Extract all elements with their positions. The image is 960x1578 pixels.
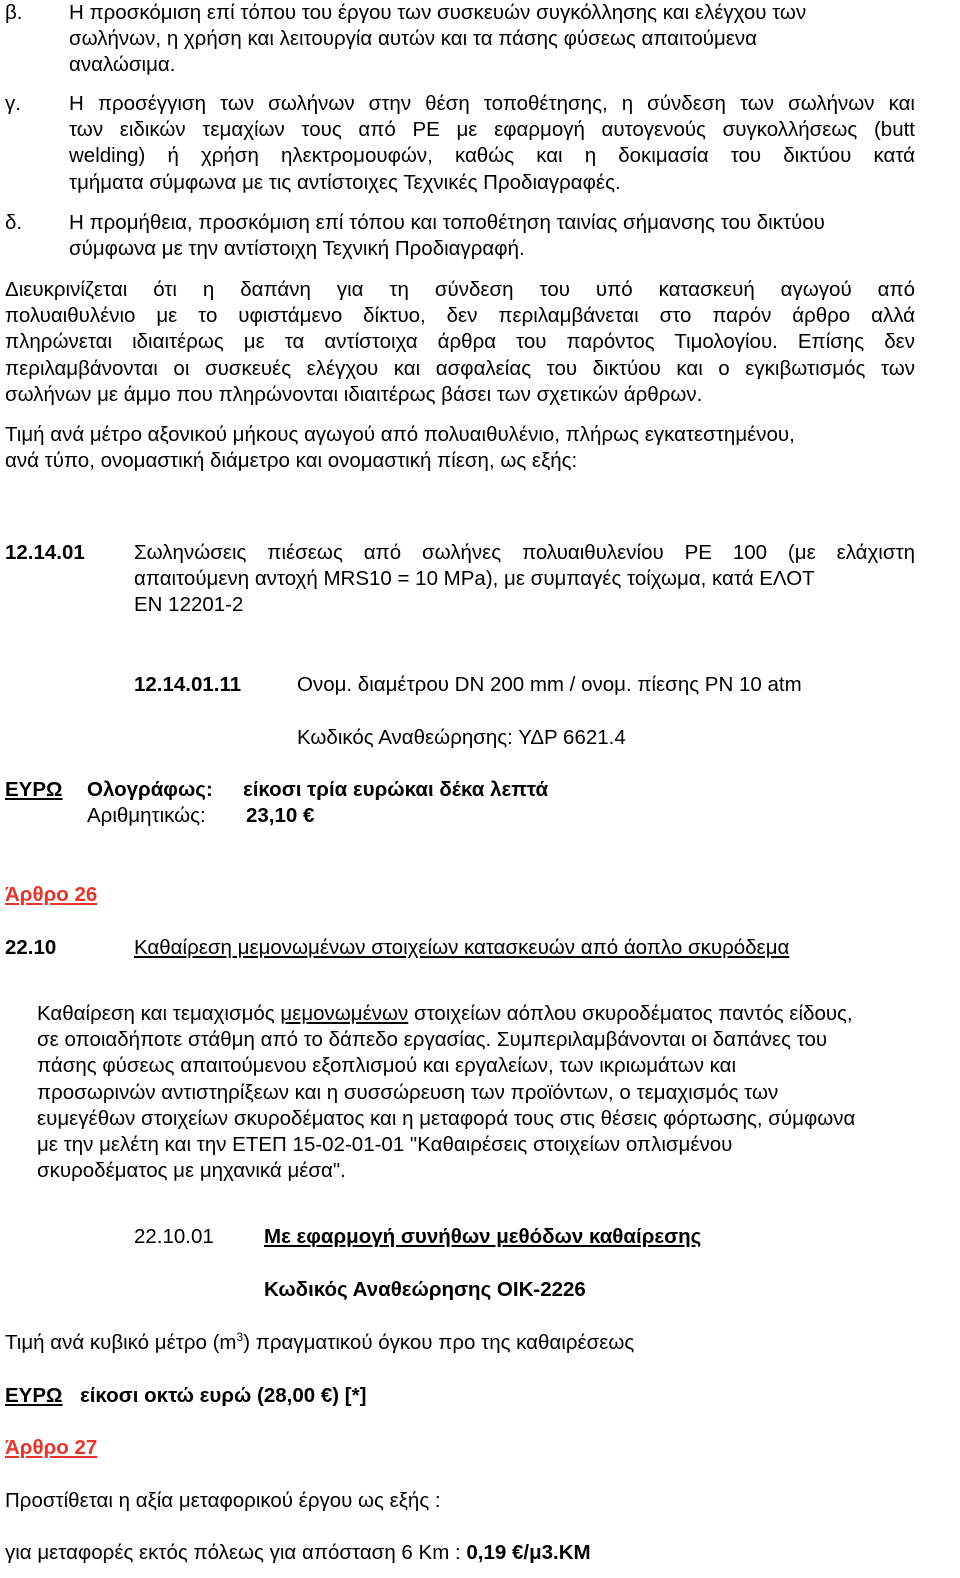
- price-numeric-value: 23,10 €: [246, 804, 315, 827]
- item-description: [134, 540, 915, 619]
- article-26-heading: Καθαίρεση μεμονωμένων στοιχείων κατασκευών από άοπλο σκυρόδεμα: [134, 936, 790, 959]
- article-26-line: σκυροδέματος με μηχανικά μέσα".: [37, 1159, 346, 1183]
- item-description-line: Σωληνώσεις πιέσεως από σωλήνες πολυαιθυλενίου PE 100 (με ελάχιστη: [134, 541, 915, 564]
- list-item-c-line: τμήματα σύμφωνα με τις αντίστοιχες Τεχνικές Προδιαγραφές.: [69, 170, 621, 194]
- article-26-currency-label: ΕΥΡΩ: [5, 1384, 63, 1407]
- price-intro-line: ανά τύπο, ονομαστική διάμετρο και ονομαστική πίεση, ως εξής:: [5, 449, 578, 473]
- article-26-subitem-code: 22.10.01: [134, 1225, 214, 1248]
- currency-label: ΕΥΡΩ: [5, 778, 63, 801]
- list-item-b-line: αναλώσιμα.: [69, 53, 176, 77]
- article-26-title: Άρθρο 26: [5, 883, 98, 906]
- list-item-c-line: Η προσέγγιση των σωλήνων στην θέση τοποθέτησης, η σύνδεση των σωλήνων και: [69, 92, 915, 115]
- clarification-line: Διευκρινίζεται ότι η δαπάνη για τη σύνδεση του υπό κατασκευή αγωγού από: [5, 278, 915, 301]
- price-numeric-label: Αριθμητικώς:: [87, 804, 206, 827]
- list-item-b-line: σωλήνων, η χρήση και λειτουργία αυτών και τα πάσης φύσεως απαιτούμενα: [69, 27, 758, 51]
- article-26-line: σε οποιαδήποτε στάθμη από το δάπεδο εργασίας. Συμπεριλαμβάνονται οι δαπάνες του: [37, 1028, 828, 1052]
- clarification-line: σωλήνων με άμμο που πληρώνονται ιδιαιτέρως βάσει των σχετικών άρθρων.: [5, 382, 703, 406]
- article-27-transport-line: για μεταφορές εκτός πόλεως για απόσταση 6 Km : 0,19 €/μ3.ΚΜ: [5, 1541, 591, 1564]
- clarification-line: πολυαιθυλένιο με το υφιστάμενο δίκτυο, δεν περιλαμβάνεται στο παρόν άρθρο αλλά: [5, 304, 915, 328]
- article-26-paragraph: [37, 1001, 952, 1184]
- article-26-subitem-title: Με εφαρμογή συνήθων μεθόδων καθαίρεσης: [264, 1225, 702, 1248]
- article-26-line: με την μελέτη και την ΕΤΕΠ 15-02-01-01 "Καθαιρέσεις στοιχείων οπλισμένου: [37, 1133, 733, 1157]
- article-27-title: Άρθρο 27: [5, 1436, 98, 1459]
- article-26-revision-code: Κωδικός Αναθεώρησης ΟΙΚ-2226: [264, 1278, 586, 1301]
- list-item-b-line: Η προσκόμιση επί τόπου του έργου των συσκευών συγκόλλησης και ελέγχου των: [69, 1, 807, 24]
- article-26-price-value: είκοσι οκτώ ευρώ (28,00 €) [*]: [80, 1384, 367, 1407]
- clarification-line: περιλαμβάνονται οι συσκευές ελέγχου και ασφαλείας του δικτύου και ο εγκιβωτισμός των: [5, 356, 915, 380]
- list-marker-c: γ.: [5, 92, 21, 115]
- price-intro-paragraph: [5, 422, 917, 474]
- price-words-label: Ολογράφως:: [87, 778, 213, 801]
- transport-rate: 0,19 €/μ3.ΚΜ: [466, 1541, 591, 1564]
- article-26-line-1: Καθαίρεση και τεμαχισμός μεμονωμένων στοιχείων αόπλου σκυροδέματος παντός είδους,: [37, 1002, 853, 1025]
- article-26-code: 22.10: [5, 936, 57, 959]
- article-27-intro: Προστίθεται η αξία μεταφορικού έργου ως εξής :: [5, 1489, 441, 1512]
- underlined-word: μεμονωμένων: [280, 1002, 409, 1025]
- clarification-paragraph: [5, 277, 915, 408]
- clarification-line: πληρώνεται ιδιαιτέρως με τα αντίστοιχα άρθρα του παρόντος Τιμολογίου. Επίσης δεν: [5, 330, 915, 354]
- item-description-line: απαιτούμενη αντοχή MRS10 = 10 MPa), με συμπαγές τοίχωμα, κατά ΕΛΟΤ: [134, 567, 815, 591]
- list-item-d-line: Η προμήθεια, προσκόμιση επί τόπου και τοποθέτηση ταινίας σήμανσης του δικτύου: [69, 211, 825, 234]
- subitem-code: 12.14.01.11: [134, 673, 242, 696]
- article-26-line: προσωρινών αντιστηρίξεων και η συσσώρευση των προϊόντων, ο τεμαχισμός των: [37, 1080, 779, 1104]
- item-code: 12.14.01: [5, 541, 85, 564]
- article-26-unit-text: Τιμή ανά κυβικό μέτρο $(m^3)$ πραγματικού όγκου προ της καθαιρέσεως: [5, 1330, 635, 1354]
- list-item-c-line: των ειδικών τεμαχίων τους από PE με εφαρμογή αυτογενούς συγκολλήσεως (butt: [69, 118, 915, 142]
- list-marker-d: δ.: [5, 211, 23, 234]
- price-words-value: είκοσι τρία ευρώκαι δέκα λεπτά: [243, 778, 549, 801]
- price-intro-line: Τιμή ανά μέτρο αξονικού μήκους αγωγού από πολυαιθυλένιο, πλήρως εγκατεστημένου,: [5, 423, 795, 446]
- item-description-line: EN 12201-2: [134, 593, 244, 617]
- list-item-c: [69, 91, 915, 196]
- article-26-line: πάσης φύσεως απαιτούμενου εξοπλισμού και εργαλείων, των ικριωμάτων και: [37, 1054, 737, 1078]
- list-item-d: [69, 210, 919, 262]
- revision-code: Κωδικός Αναθεώρησης: ΥΔΡ 6621.4: [297, 726, 626, 749]
- article-26-line: ευμεγέθων στοιχείων σκυροδέματος και η μεταφορά τους στις θέσεις φόρτωσης, σύμφωνα: [37, 1106, 856, 1130]
- list-item-b: [69, 0, 919, 79]
- list-marker-b: β.: [5, 1, 23, 24]
- list-item-c-line: welding) ή χρήση ηλεκτρομουφών, καθώς και η δοκιμασία του δικτύου κατά: [69, 144, 915, 168]
- subitem-description: Ονομ. διαμέτρου DN 200 mm / ονομ. πίεσης PN 10 atm: [297, 673, 802, 696]
- list-item-d-line: σύμφωνα με την αντίστοιχη Τεχνική Προδιαγραφή.: [69, 237, 525, 261]
